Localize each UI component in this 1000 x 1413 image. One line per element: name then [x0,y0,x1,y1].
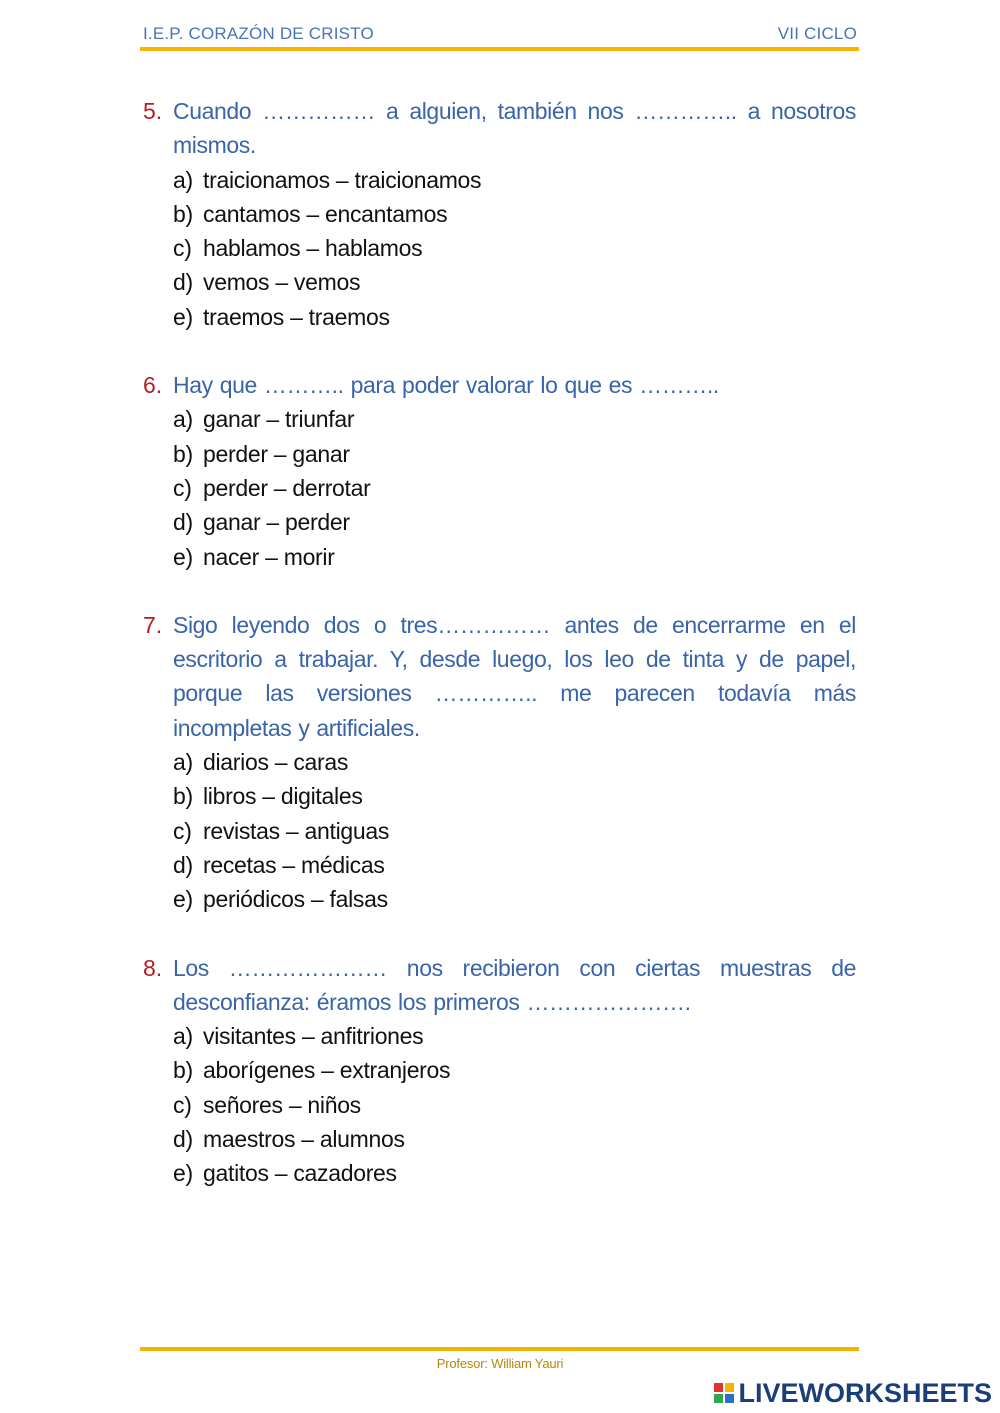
liveworksheets-logo-icon [714,1383,734,1403]
option-letter: d) [173,1126,193,1153]
question-text: Sigo leyendo dos o tres…………… antes de encerrarme en el escritorio a trabajar. Y, desde luego, los leo de tinta y de papel, porque las versiones ………….. me parecen todavía más incompletas y artificiales. [173,611,856,741]
option-c[interactable] [173,231,856,265]
option-text: diarios – caras [203,749,349,776]
logo-square-yellow [725,1383,734,1392]
option-list [173,745,856,916]
option-text: recetas – médicas [203,851,385,878]
question-number: 5. [143,98,163,124]
question-8 [143,951,856,1191]
option-text: aborígenes – extranjeros [203,1057,451,1084]
header-divider [140,47,859,51]
brand-name: LIVEWORKSHEETS [738,1377,992,1408]
option-letter: c) [173,817,192,844]
option-a[interactable] [173,402,856,436]
option-letter: b) [173,440,193,467]
option-d[interactable] [173,1122,856,1156]
option-letter: c) [173,235,192,262]
option-text: perder – derrotar [203,474,371,501]
option-text: periódicos – falsas [203,886,388,913]
option-letter: d) [173,269,193,296]
option-text: ganar – perder [203,509,350,536]
option-b[interactable] [173,197,856,231]
option-d[interactable] [173,848,856,882]
option-e[interactable] [173,882,856,916]
option-list [173,402,856,573]
logo-square-red [714,1383,723,1392]
option-text: señores – niños [203,1091,361,1118]
option-text: traicionamos – traicionamos [203,166,482,193]
option-e[interactable] [173,540,856,574]
option-letter: a) [173,749,193,776]
logo-square-green [714,1394,723,1403]
teacher-credit: Profesor: William Yauri [436,1356,564,1371]
question-text: Hay que ……….. para poder valorar lo que es ……….. [173,372,719,399]
option-list [173,1019,856,1190]
option-text: traemos – traemos [203,303,390,330]
option-letter: d) [173,509,193,536]
option-text: perder – ganar [203,440,350,467]
question-6 [143,368,856,574]
option-list [173,163,856,334]
option-c[interactable] [173,1088,856,1122]
option-text: visitantes – anfitriones [203,1023,424,1050]
option-b[interactable] [173,779,856,813]
footer-divider [140,1347,859,1351]
option-letter: e) [173,303,193,330]
cycle-label: VII CICLO [777,24,857,43]
option-letter: a) [173,1023,193,1050]
option-letter: a) [173,166,193,193]
option-a[interactable] [173,1019,856,1053]
question-number: 6. [143,372,163,399]
option-b[interactable] [173,437,856,471]
option-d[interactable] [173,265,856,299]
option-e[interactable] [173,1156,856,1190]
option-text: cantamos – encantamos [203,200,448,227]
option-d[interactable] [173,505,856,539]
option-e[interactable] [173,300,856,334]
question-list [143,94,856,1225]
option-text: maestros – alumnos [203,1126,405,1153]
option-text: nacer – morir [203,543,335,570]
question-number: 8. [143,954,163,981]
option-a[interactable] [173,163,856,197]
option-letter: c) [173,474,192,501]
question-number: 7. [143,611,163,638]
logo-square-blue [725,1394,734,1403]
liveworksheets-brand[interactable] [714,1378,992,1408]
option-b[interactable] [173,1053,856,1087]
option-text: gatitos – cazadores [203,1160,397,1187]
option-letter: d) [173,851,193,878]
option-letter: b) [173,200,193,227]
option-letter: e) [173,1160,193,1187]
option-text: ganar – triunfar [203,406,355,433]
option-text: revistas – antiguas [203,817,390,844]
option-letter: a) [173,406,193,433]
option-c[interactable] [173,814,856,848]
option-a[interactable] [173,745,856,779]
school-name: I.E.P. CORAZÓN DE CRISTO [143,24,374,43]
option-letter: b) [173,1057,193,1084]
question-text: Los ………………… nos recibieron con ciertas muestras de desconfianza: éramos los primeros …………………. [173,954,856,1015]
option-c[interactable] [173,471,856,505]
question-text: Cuando …………… a alguien, también nos ………….. a nosotros mismos. [173,98,856,159]
option-letter: c) [173,1091,192,1118]
question-5 [143,94,856,334]
option-text: libros – digitales [203,783,363,810]
option-text: vemos – vemos [203,269,361,296]
option-text: hablamos – hablamos [203,235,423,262]
option-letter: b) [173,783,193,810]
option-letter: e) [173,886,193,913]
option-letter: e) [173,543,193,570]
question-7 [143,608,856,917]
